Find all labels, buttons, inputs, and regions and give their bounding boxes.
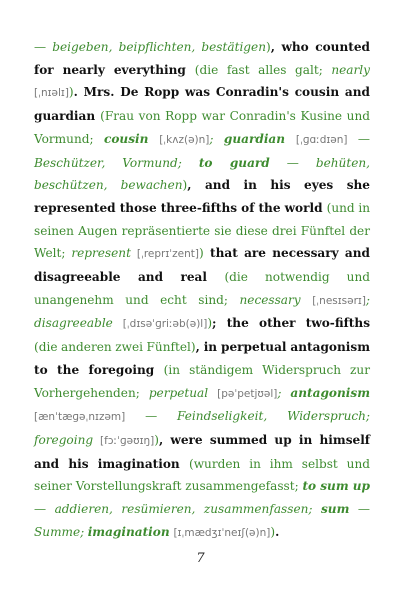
english-text: . Mrs. De Ropp was Conradin's cousin and guardian [34, 85, 370, 124]
page-number: 7 [196, 551, 205, 566]
gloss-text: ; [209, 131, 224, 146]
phonetic-transcription: [ˌɡɑːdɪən] [295, 133, 348, 146]
vocab-term: nearly [331, 62, 370, 77]
vocab-term: to guard [198, 155, 270, 170]
german-translation: (die notwendig und unangenehm und echt sind; [34, 270, 370, 307]
german-translation: (die fast alles galt; [194, 62, 332, 77]
gloss-text: — Beschützer, Vormund; [34, 131, 371, 170]
german-translation: (Frau von Ropp war Conradin's Kusine und Vormund; [34, 109, 370, 146]
gloss-text: — beigeben, beipflichten, bestätigen [34, 40, 266, 54]
german-translation: ) [207, 316, 213, 331]
german-translation: ) [182, 178, 188, 193]
gloss-text: — addieren, resümieren, zusammenfassen; [34, 502, 321, 517]
german-translation: ) [266, 40, 271, 54]
vocab-term: antagonism [290, 385, 370, 400]
gloss-text: — Summe; [34, 502, 370, 539]
phonetic-transcription: [ɪˌmædʒɪˈneɪʃ(ə)n] [173, 526, 271, 539]
german-translation: (und in seinen Augen repräsentierte sie diese drei Fünftel der Welt; [34, 200, 371, 261]
german-translation: (in ständigem Widerspruch zur Vorhergehenden; [34, 362, 370, 400]
vocab-term: necessary [239, 292, 313, 307]
phonetic-transcription: [fɔːˈɡəʊɪŋ] [100, 434, 155, 447]
english-text: . [275, 524, 280, 539]
phonetic-transcription: [ˌreprɪˈzent] [136, 248, 199, 261]
phonetic-transcription: [ˌnɪəlɪ] [34, 87, 69, 100]
english-text: , were summed up in himself and his imagination [34, 432, 371, 471]
vocab-term: to sum up [302, 479, 370, 494]
vocab-term: sum [320, 502, 350, 517]
german-translation: (die anderen zwei Fünftel) [34, 340, 196, 355]
phonetic-transcription: [ˌnesɪsərɪ] [312, 294, 366, 307]
german-translation: ) [199, 246, 204, 261]
german-translation: ) [68, 85, 74, 100]
english-text: ; the other two-fifths [212, 316, 370, 331]
vocab-term: represent [71, 246, 137, 261]
vocab-term: guardian [223, 131, 296, 146]
german-translation: ) [154, 432, 159, 447]
gloss-text: ; [277, 385, 291, 400]
vocab-term: cousin [103, 131, 160, 146]
english-text: , in perpetual antagonism to the foregoing [34, 340, 370, 377]
page-body [34, 36, 370, 544]
vocab-term: perpetual [148, 385, 218, 400]
german-translation: ) [270, 524, 276, 539]
english-text: , who counted for nearly everything [34, 40, 370, 77]
phonetic-transcription: [ænˈtæɡəˌnɪzəm] [34, 411, 126, 424]
bilingual-paragraph [34, 36, 370, 544]
gloss-text: — behüten, beschützen, bewachen [34, 155, 370, 193]
german-translation: (wurden in ihm selbst und seiner Vorstellungskraft zusammengefasst; [34, 456, 370, 494]
english-text: that are necessary and disagreeable and real [34, 246, 370, 285]
phonetic-transcription: [ˌkʌz(ə)n] [159, 133, 210, 146]
vocab-term: imagination [87, 524, 174, 539]
gloss-text: — Feindseligkeit, Widerspruch; foregoing [34, 409, 370, 447]
vocab-term: ; disagreeable [34, 292, 370, 331]
english-text: , and in his eyes she represented those three-fifths of the world [34, 178, 370, 215]
phonetic-transcription: [pəˈpetjʊəl] [217, 387, 278, 400]
phonetic-transcription: [ˌdɪsəˈɡriːəb(ə)l] [122, 318, 208, 331]
